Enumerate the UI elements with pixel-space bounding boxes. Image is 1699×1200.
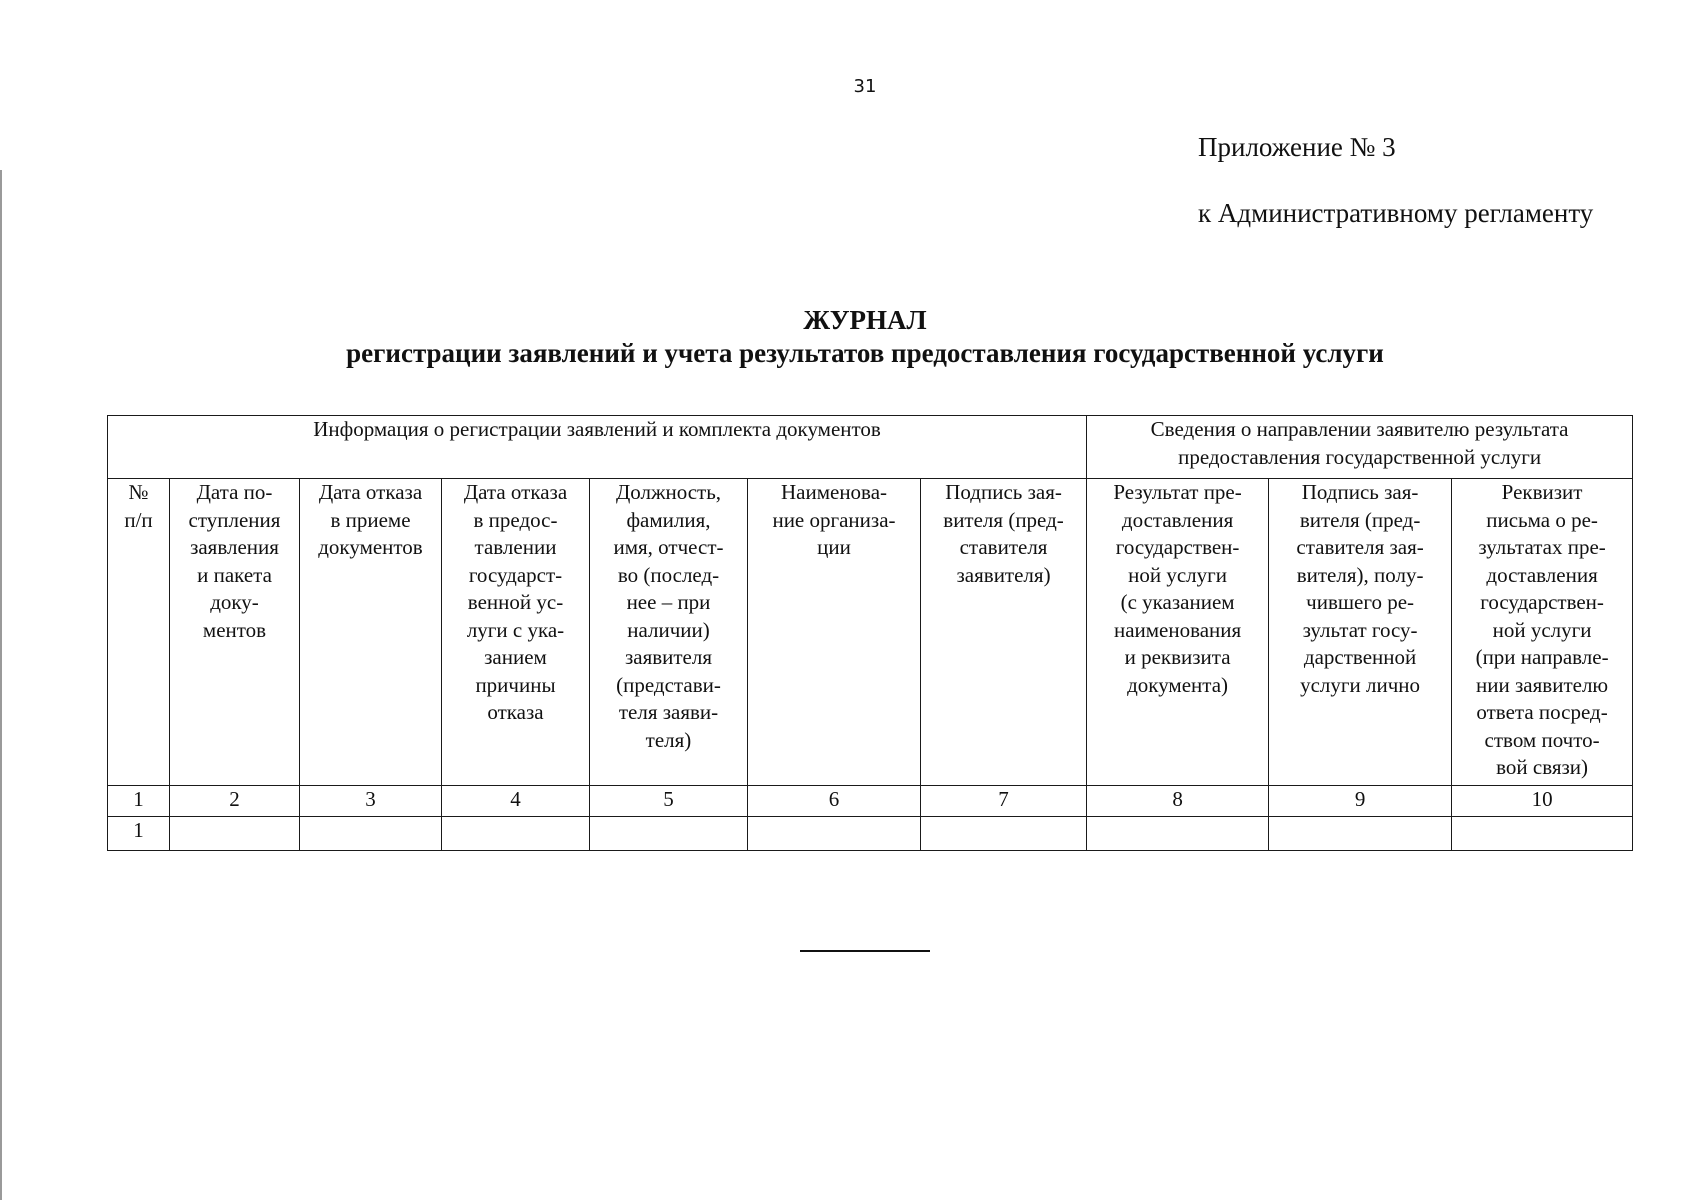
column-number: 5 <box>590 786 748 817</box>
column-header-refusal-service-date: Дата отказа в предос- тавлении государст- венной ус- луги с ука- занием причины отказа <box>442 479 590 786</box>
table-row <box>108 817 1633 851</box>
table-cell <box>1087 817 1269 851</box>
column-number: 4 <box>442 786 590 817</box>
column-number: 3 <box>300 786 442 817</box>
table-cell <box>1269 817 1452 851</box>
column-header-receipt-signature: Подпись зая- вителя (пред- ставителя зая- вителя), полу- чившего ре- зультат госу- дарственной услуги лично <box>1269 479 1452 786</box>
column-header-number: № п/п <box>108 479 170 786</box>
column-header-letter-details: Реквизит письма о ре- зультатах пре- доставления государствен- ной услуги (при направле- нии заявителю ответа посред- ством почто- вой связи) <box>1452 479 1633 786</box>
column-header-refusal-acceptance-date: Дата отказа в приеме документов <box>300 479 442 786</box>
document-title: ЖУРНАЛ <box>803 305 927 335</box>
appendix-subtitle: к Административному регламенту <box>1198 198 1594 228</box>
table-cell <box>590 817 748 851</box>
column-number: 2 <box>170 786 300 817</box>
column-header-applicant: Должность, фамилия, имя, отчест- во (послед- нее – при наличии) заявителя (представи- теля заяви- теля) <box>590 479 748 786</box>
group-header-registration: Информация о регистрации заявлений и комплекта документов <box>108 416 1087 479</box>
group-header-result: Сведения о направлении заявителю результата предоставления государственной услуги <box>1087 416 1633 479</box>
journal-table <box>107 415 1633 851</box>
table-cell <box>442 817 590 851</box>
document-subtitle: регистрации заявлений и учета результатов предоставления государственной услуги <box>346 338 1384 368</box>
column-header-row <box>108 479 1633 786</box>
column-header-service-result: Результат пре- доставления государствен- ной услуги (с указанием наименования и реквизита документа) <box>1087 479 1269 786</box>
column-number: 7 <box>921 786 1087 817</box>
table-cell <box>921 817 1087 851</box>
column-header-applicant-signature: Подпись зая- вителя (пред- ставителя заявителя) <box>921 479 1087 786</box>
column-number: 6 <box>748 786 921 817</box>
page-number: 31 <box>853 76 877 97</box>
column-header-receipt-date: Дата по- ступления заявления и пакета доку- ментов <box>170 479 300 786</box>
appendix-title: Приложение № 3 <box>1198 132 1396 162</box>
column-number-row <box>108 786 1633 817</box>
column-number: 10 <box>1452 786 1633 817</box>
table-cell <box>748 817 921 851</box>
column-number: 1 <box>108 786 170 817</box>
table-cell <box>170 817 300 851</box>
column-number: 9 <box>1269 786 1452 817</box>
group-header-row <box>108 416 1633 479</box>
end-rule <box>800 950 930 952</box>
column-number: 8 <box>1087 786 1269 817</box>
table-cell: 1 <box>108 817 170 851</box>
table-cell <box>300 817 442 851</box>
column-header-organization: Наименова- ние организа- ции <box>748 479 921 786</box>
table-cell <box>1452 817 1633 851</box>
